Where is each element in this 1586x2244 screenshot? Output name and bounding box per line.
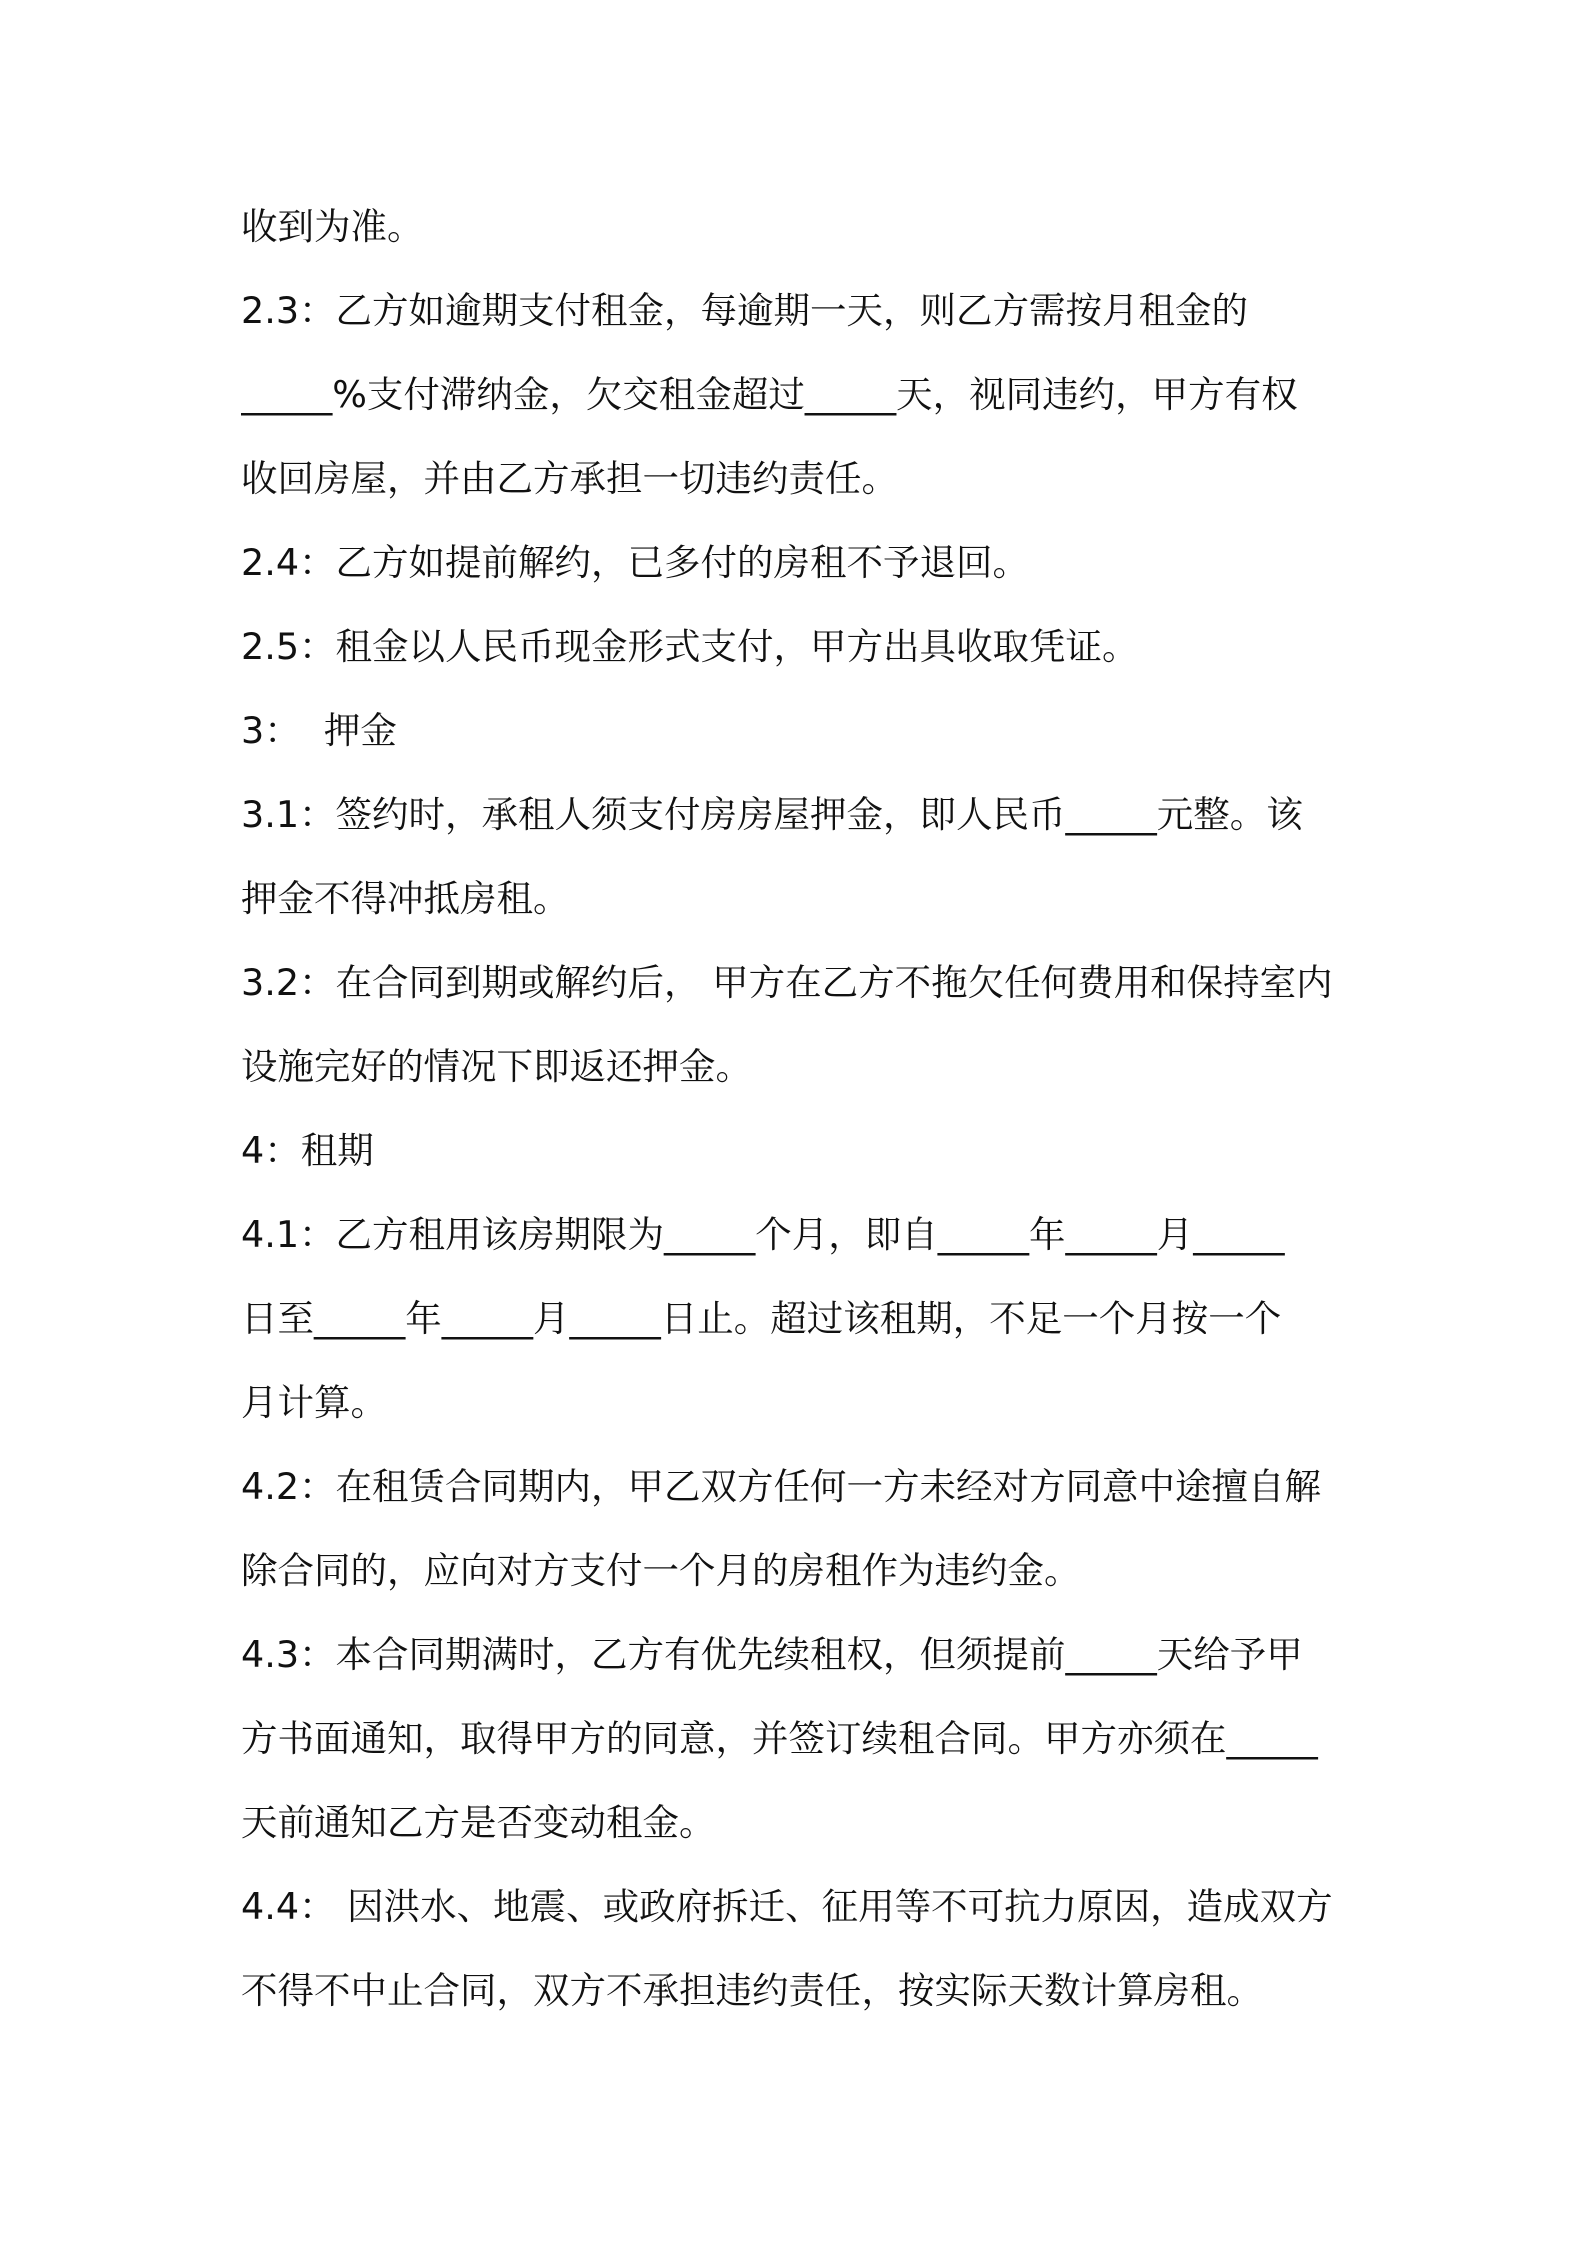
clause-4-4: 4.4： 因洪水、地震、或政府拆迁、征用等不可抗力原因，造成双方 — [241, 1885, 1333, 1928]
text-line: 天前通知乙方是否变动租金。 — [241, 1801, 716, 1844]
text-line: 日至_____年_____月_____日止。超过该租期，不足一个月按一个 — [241, 1297, 1282, 1340]
clause-2-3: 2.3：乙方如逾期支付租金，每逾期一天，则乙方需按月租金的 — [241, 289, 1249, 332]
text-line: 月计算。 — [241, 1381, 387, 1424]
text-line: 设施完好的情况下即返还押金。 — [241, 1045, 752, 1088]
text-line: 收到为准。 — [241, 205, 424, 248]
text-line: 方书面通知，取得甲方的同意，并签订续租合同。甲方亦须在_____ — [241, 1717, 1318, 1760]
clause-4-3: 4.3：本合同期满时，乙方有优先续租权，但须提前_____天给予甲 — [241, 1633, 1303, 1676]
clause-3-1: 3.1：签约时，承租人须支付房房屋押金，即人民币_____元整。该 — [241, 793, 1303, 836]
section-heading-lease-term: 4：租期 — [241, 1129, 374, 1172]
clause-2-4: 2.4：乙方如提前解约，已多付的房租不予退回。 — [241, 541, 1030, 584]
section-heading-deposit: 3： 押金 — [241, 709, 397, 752]
clause-4-1: 4.1：乙方租用该房期限为_____个月，即自_____年_____月_____ — [241, 1213, 1285, 1256]
text-line: _____%支付滞纳金，欠交租金超过_____天，视同违约，甲方有权 — [241, 373, 1298, 416]
text-line: 收回房屋，并由乙方承担一切违约责任。 — [241, 457, 898, 500]
text-line: 除合同的，应向对方支付一个月的房租作为违约金。 — [241, 1549, 1081, 1592]
clause-4-2: 4.2：在租赁合同期内，甲乙双方任何一方未经对方同意中途擅自解 — [241, 1465, 1322, 1508]
text-line: 押金不得冲抵房租。 — [241, 877, 570, 920]
text-line: 不得不中止合同，双方不承担违约责任，按实际天数计算房租。 — [241, 1969, 1263, 2012]
clause-2-5: 2.5：租金以人民币现金形式支付，甲方出具收取凭证。 — [241, 625, 1139, 668]
clause-3-2: 3.2：在合同到期或解约后， 甲方在乙方不拖欠任何费用和保持室内 — [241, 961, 1333, 1004]
